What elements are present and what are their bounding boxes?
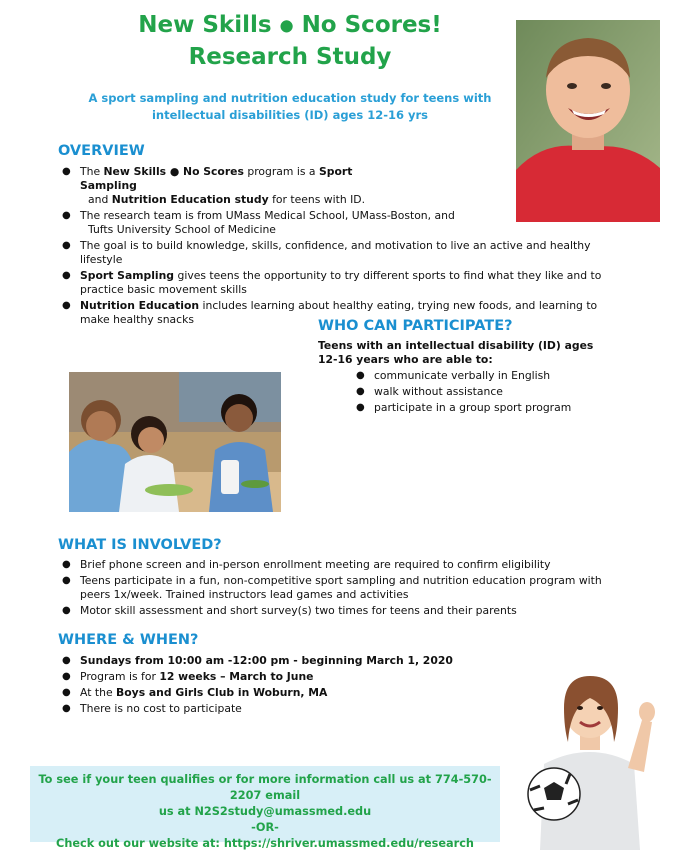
involved-item: ● Brief phone screen and in-person enrollment meeting are required to confirm eligibility [62,558,551,571]
bullet-icon: ● [356,402,365,413]
title-line-1 [0,10,580,41]
involved-item: ● Teens participate in a fun, non-competitive sport sampling and nutrition education program with peers 1x/week. Trained instructors lead games and activities [62,574,602,601]
participate-list [352,369,652,415]
overview-item: ● The goal is to build knowledge, skills, confidence, and motivation to live an active and healthy lifestyle [62,239,591,266]
bullet-icon: ● [62,655,71,666]
participate-intro: Teens with an intellectual disability (ID) ages 12-16 years who are able to: [318,339,594,366]
overview-heading: OVERVIEW [58,143,145,159]
bullet-icon: ● [62,210,71,221]
bullet-icon: ● [62,240,71,251]
bullet-icon: ● [62,300,71,311]
subtitle-line-2: intellectual disabilities (ID) ages 12-16 yrs [151,108,429,122]
overview-list [58,165,628,327]
participate-heading: WHO CAN PARTICIPATE? [318,318,513,334]
contact-callout [30,766,500,850]
bullet-icon: ● [356,370,365,381]
overview-item: ● Sport Sampling gives teens the opportunity to try different sports to find what they like and to practice basic movement skills [62,269,602,296]
where-item: ● At the Boys and Girls Club in Woburn, MA [62,686,328,699]
where-heading: WHERE & WHEN? [58,632,199,648]
title-part-1: New Skills [138,12,272,38]
bullet-icon: ● [62,687,71,698]
title-part-2: No Scores! [301,12,442,38]
title-line-2: Research Study [188,44,392,70]
callout-or: -OR- [251,821,279,834]
participate-item: ● communicate verbally in English [356,369,551,382]
bullet-icon: ● [62,703,71,714]
where-item: ● There is no cost to participate [62,702,242,715]
involved-list [58,558,628,618]
bullet-icon: ● [62,270,71,281]
bullet-icon: ● [62,559,71,570]
callout-line-1: To see if your teen qualifies or for more information call us at 774-570-2207 email [38,773,492,802]
bullet-icon: ● [62,166,71,177]
participate-item: ● participate in a group sport program [356,401,572,414]
teens-eating-photo [69,372,281,512]
callout-line-2[interactable]: us at N2S2study@umassmed.edu [158,805,372,818]
teen-girl-soccer-photo [520,668,660,850]
callout-website[interactable]: Check out our website at: https://shriver.umassmed.edu/research [56,837,474,850]
involved-item: ● Motor skill assessment and short survey(s) two times for teens and their parents [62,604,517,617]
bullet-icon: ● [356,386,365,397]
involved-heading: WHAT IS INVOLVED? [58,537,222,553]
subtitle-line-1: A sport sampling and nutrition education study for teens with [88,91,492,105]
bullet-icon: ● [62,671,71,682]
overview-item: ● The research team is from UMass Medical School, UMass-Boston, and Tufts University School of Medicine [62,209,455,236]
where-item: ● Program is for 12 weeks – March to June [62,670,314,683]
where-item: ● Sundays from 10:00 am -12:00 pm - beginning March 1, 2020 [62,654,453,667]
overview-item: ● Nutrition Education includes learning about healthy eating, trying new foods, and learning to make healthy snacks [62,299,598,326]
overview-item: ● The New Skills ● No Scores program is a Sport Sampling and Nutrition Education study for teens with ID. [62,165,366,206]
participate-item: ● walk without assistance [356,385,503,398]
bullet-icon: ● [62,605,71,616]
bullet-icon: ● [62,575,71,586]
where-list [58,654,498,716]
title-bullet: ● [279,15,294,35]
